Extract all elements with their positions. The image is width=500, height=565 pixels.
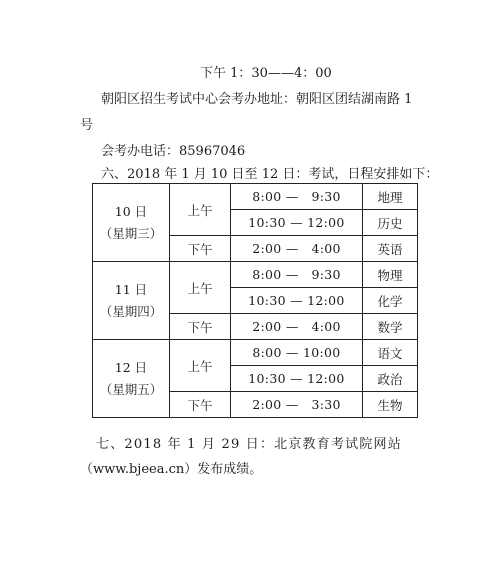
exam-time: 10:30 — 12:00: [231, 210, 363, 236]
section-seven-text: 七、2018 年 1 月 29 日：北京教育考试院网站: [96, 437, 402, 452]
office-address-continuation: 号: [80, 118, 94, 133]
exam-subject: 化学: [363, 288, 418, 314]
exam-day-cell: [93, 340, 170, 418]
exam-subject: 物理: [363, 262, 418, 288]
exam-time: 2:00 — 4:00: [231, 236, 363, 262]
office-phone-text: 会考办电话：85967046: [101, 144, 246, 159]
exam-weekday: （星期三）: [99, 225, 163, 241]
exam-time: 2:00 — 3:30: [231, 392, 363, 418]
exam-time: 10:30 — 12:00: [231, 366, 363, 392]
office-address-text: 朝阳区招生考试中心会考办地址：朝阳区团结湖南路 1: [101, 92, 413, 107]
exam-day-cell: [93, 184, 170, 262]
table-row: [93, 340, 418, 366]
morning-label: 上午: [170, 262, 231, 314]
exam-day-cell: [93, 262, 170, 340]
exam-subject: 数学: [363, 314, 418, 340]
exam-time: 8:00 — 9:30: [231, 184, 363, 210]
afternoon-label: 下午: [170, 392, 231, 418]
table-row: [93, 184, 418, 210]
exam-schedule-table: [92, 183, 418, 418]
exam-subject: 生物: [363, 392, 418, 418]
exam-date: 10 日: [114, 203, 148, 219]
exam-time: 2:00 — 4:00: [231, 314, 363, 340]
morning-label: 上午: [170, 184, 231, 236]
exam-subject: 历史: [363, 210, 418, 236]
section-six-heading: 六、2018 年 1 月 10 日至 12 日：考试，日程安排如下：: [101, 167, 439, 182]
exam-subject: 政治: [363, 366, 418, 392]
exam-subject: 地理: [363, 184, 418, 210]
exam-date: 12 日: [114, 359, 148, 375]
afternoon-label: 下午: [170, 314, 231, 340]
exam-subject: 语文: [363, 340, 418, 366]
exam-weekday: （星期四）: [99, 303, 163, 319]
afternoon-hours-text: 下午 1：30——4：00: [200, 66, 332, 81]
afternoon-label: 下午: [170, 236, 231, 262]
exam-time: 10:30 — 12:00: [231, 288, 363, 314]
morning-label: 上午: [170, 340, 231, 392]
exam-date: 11 日: [114, 281, 148, 297]
table-row: [93, 262, 418, 288]
exam-time: 8:00 — 10:00: [231, 340, 363, 366]
exam-time: 8:00 — 9:30: [231, 262, 363, 288]
exam-subject: 英语: [363, 236, 418, 262]
exam-weekday: （星期五）: [99, 381, 163, 397]
section-seven-continuation: （www.bjeea.cn）发布成绩。: [80, 462, 263, 477]
